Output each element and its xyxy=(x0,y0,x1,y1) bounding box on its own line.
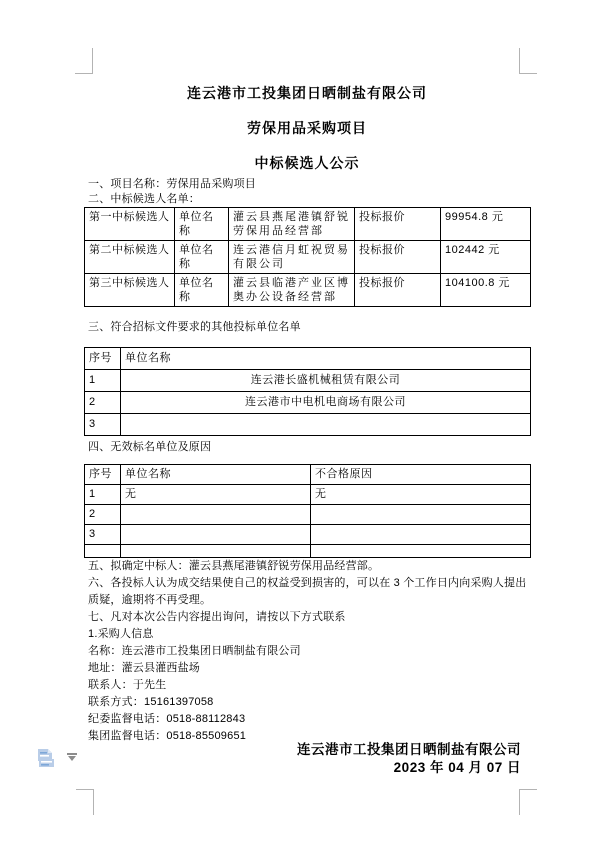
document-title-company: 连云港市工投集团日晒制盐有限公司 xyxy=(187,85,427,101)
text-boundary-mark-top-right xyxy=(519,48,537,74)
header-unit-name: 单位名称 xyxy=(121,348,531,370)
table-row xyxy=(85,241,531,274)
text-boundary-mark-bottom-right xyxy=(519,789,537,815)
contact-person-line: 联系人：于先生 xyxy=(88,679,167,691)
cell-seq: 2 xyxy=(85,505,121,525)
paste-options-icon xyxy=(36,759,58,776)
cell-seq: 2 xyxy=(85,392,121,414)
table-row xyxy=(85,370,531,392)
cell-unit-label: 单位名称 xyxy=(175,208,229,241)
text-boundary-mark-top-left xyxy=(75,48,93,74)
header-seq: 序号 xyxy=(85,465,121,485)
document-page xyxy=(84,84,530,558)
cell-seq: 1 xyxy=(85,485,121,505)
notes-and-contact-block xyxy=(88,558,530,745)
section-project-name: 一、项目名称：劳保用品采购项目 xyxy=(88,178,256,190)
section-candidates-heading: 二、中标候选人名单： xyxy=(88,193,200,205)
cell-unit-name: 连云港长盛机械租赁有限公司 xyxy=(121,370,531,392)
cell-seq xyxy=(85,545,121,558)
contact-group-phone-line: 集团监督电话：0518-85509651 xyxy=(88,730,247,742)
cell-seq: 3 xyxy=(85,525,121,545)
cell-reason xyxy=(311,545,531,558)
paste-options-button[interactable] xyxy=(36,748,80,772)
dropdown-arrow-icon xyxy=(67,753,77,755)
table-header-row xyxy=(85,465,531,485)
cell-rank: 第三中标候选人 xyxy=(85,274,175,307)
section-other-bidders-heading: 三、符合招标文件要求的其他投标单位名单 xyxy=(88,321,301,333)
cell-rank: 第一中标候选人 xyxy=(85,208,175,241)
table-row xyxy=(85,505,531,525)
contact-address-line: 地址：灌云县灌西盐场 xyxy=(88,662,200,674)
cell-rank: 第二中标候选人 xyxy=(85,241,175,274)
signature-block xyxy=(84,741,521,776)
contact-name-line: 名称：连云港市工投集团日晒制盐有限公司 xyxy=(88,645,301,657)
cell-unit-label: 单位名称 xyxy=(175,274,229,307)
document-title-announcement: 中标候选人公示 xyxy=(254,155,360,171)
cell-unit-name xyxy=(121,545,311,558)
cell-reason: 无 xyxy=(311,485,531,505)
cell-price-label: 投标报价 xyxy=(355,208,441,241)
cell-price: 99954.8 元 xyxy=(441,208,531,241)
table-row xyxy=(85,485,531,505)
other-bidders-table xyxy=(84,347,531,436)
table-row xyxy=(85,392,531,414)
table-row xyxy=(85,545,531,558)
section-winner-line: 五、拟确定中标人：灌云县燕尾港镇舒锐劳保用品经营部。 xyxy=(88,560,380,572)
cell-reason xyxy=(311,505,531,525)
contact-phone-line: 联系方式：15161397058 xyxy=(88,696,214,708)
cell-company: 灌云县燕尾港镇舒锐劳保用品经营部 xyxy=(229,208,355,241)
table-row xyxy=(85,414,531,436)
cell-unit-name xyxy=(121,505,311,525)
text-boundary-mark-bottom-left xyxy=(76,789,94,815)
cell-price-label: 投标报价 xyxy=(355,274,441,307)
signature-company: 连云港市工投集团日晒制盐有限公司 xyxy=(297,742,521,757)
header-reason: 不合格原因 xyxy=(311,465,531,485)
document-title-project: 劳保用品采购项目 xyxy=(247,120,367,136)
cell-company: 连云港信月虹祝贸易有限公司 xyxy=(229,241,355,274)
candidates-table xyxy=(84,207,531,307)
section-inquiry-line: 七、凡对本次公告内容提出询问，请按以下方式联系 xyxy=(88,611,346,623)
invalid-bids-table xyxy=(84,464,531,558)
cell-reason xyxy=(311,525,531,545)
cell-unit-name: 无 xyxy=(121,485,311,505)
cell-price: 102442 元 xyxy=(441,241,531,274)
header-seq: 序号 xyxy=(85,348,121,370)
cell-price: 104100.8 元 xyxy=(441,274,531,307)
cell-unit-name xyxy=(121,414,531,436)
cell-unit-name xyxy=(121,525,311,545)
table-row xyxy=(85,525,531,545)
cell-seq: 3 xyxy=(85,414,121,436)
section-invalid-bids-heading: 四、无效标名单位及原因 xyxy=(88,441,212,453)
table-row xyxy=(85,274,531,307)
signature-date: 2023 年 04 月 07 日 xyxy=(393,759,521,775)
table-header-row xyxy=(85,348,531,370)
buyer-info-heading: 1.采购人信息 xyxy=(88,628,154,640)
cell-price-label: 投标报价 xyxy=(355,241,441,274)
header-unit-name: 单位名称 xyxy=(121,465,311,485)
section-objection-line: 六、各投标人认为成交结果使自己的权益受到损害的，可以在 3 个工作日内向采购人提出质疑，逾期将不再受理。 xyxy=(88,577,527,606)
contact-discipline-phone-line: 纪委监督电话：0518-88112843 xyxy=(88,713,246,725)
cell-unit-label: 单位名称 xyxy=(175,241,229,274)
cell-seq: 1 xyxy=(85,370,121,392)
cell-company: 灌云县临港产业区博奥办公设备经营部 xyxy=(229,274,355,307)
cell-unit-name: 连云港市中电机电商场有限公司 xyxy=(121,392,531,414)
table-row xyxy=(85,208,531,241)
